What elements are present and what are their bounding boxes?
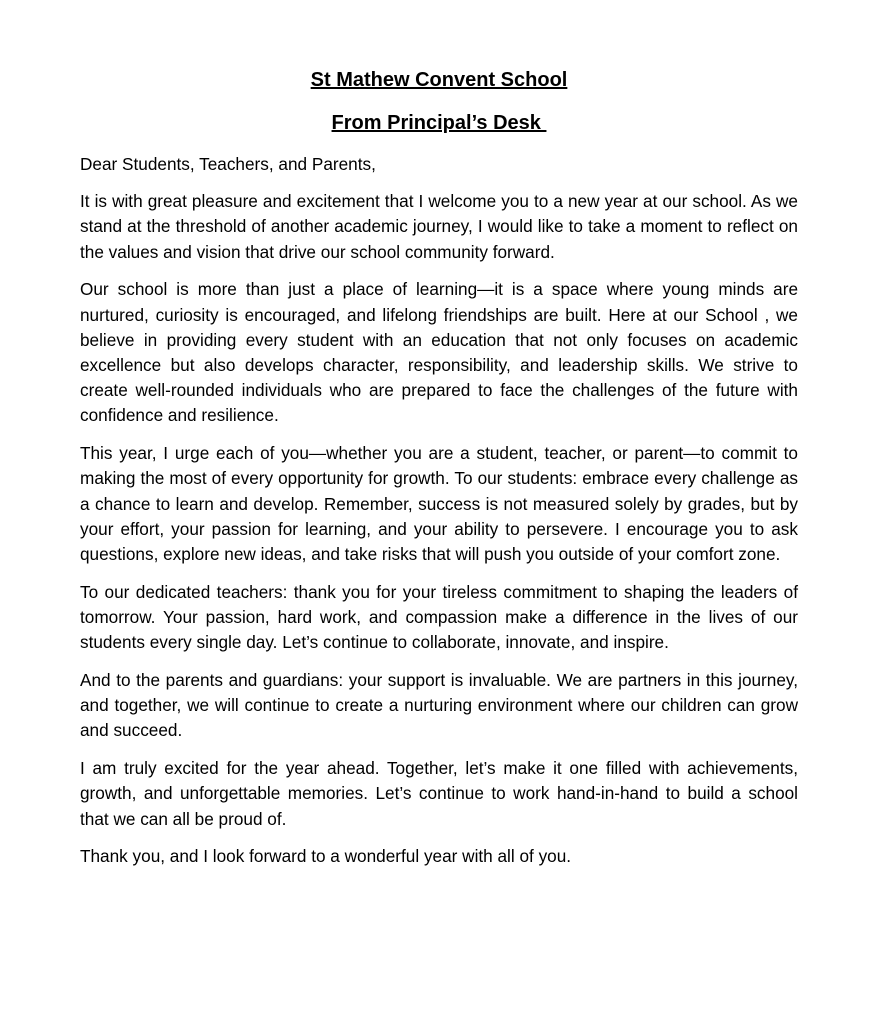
- paragraph-year-ahead: I am truly excited for the year ahead. Together, let’s make it one filled with achievements, growth, and unforgettable memories. Let’s continue to work hand-in-hand to build a school that we can all be proud of.: [80, 758, 798, 829]
- paragraph-school-values: Our school is more than just a place of learning—it is a space where young minds are nurtured, curiosity is encouraged, and lifelong friendships are built. Here at our School , we believe in providing every student with an education that not only focuses on academic excellence but also develops character, responsibility, and leadership skills. We strive to create well-rounded individuals who are prepared to face the challenges of the future with confidence and resilience.: [80, 279, 798, 426]
- salutation: Dear Students, Teachers, and Parents,: [80, 154, 376, 174]
- letter-page: [80, 66, 798, 870]
- paragraph-parents: And to the parents and guardians: your support is invaluable. We are partners in this journey, and together, we will continue to create a nurturing environment where our children can grow and succeed.: [80, 670, 798, 741]
- paragraph-teachers: To our dedicated teachers: thank you for your tireless commitment to shaping the leaders of tomorrow. Your passion, hard work, and compassion make a difference in the lives of our students every single day. Let’s continue to collaborate, innovate, and inspire.: [80, 581, 798, 653]
- principal-desk-heading: From Principal’s Desk: [331, 112, 547, 134]
- paragraph-students: This year, I urge each of you—whether you are a student, teacher, or parent—to commit to making the most of every opportunity for growth. To our students: embrace every challenge as a chance to learn and develop. Remember, success is not measured solely by grades, but by your effort, your passion for learning, and your ability to persevere. I encourage you to ask questions, explore new ideas, and take risks that will push you outside of your comfort zone.: [80, 443, 798, 565]
- paragraph-welcome: It is with great pleasure and excitement that I welcome you to a new year at our school. As we stand at the threshold of another academic journey, I would like to take a moment to reflect on the values and vision that drive our school community forward.: [80, 191, 798, 262]
- paragraph-closing: Thank you, and I look forward to a wonderful year with all of you.: [80, 846, 572, 867]
- school-name-title: St Mathew Convent School: [310, 69, 568, 91]
